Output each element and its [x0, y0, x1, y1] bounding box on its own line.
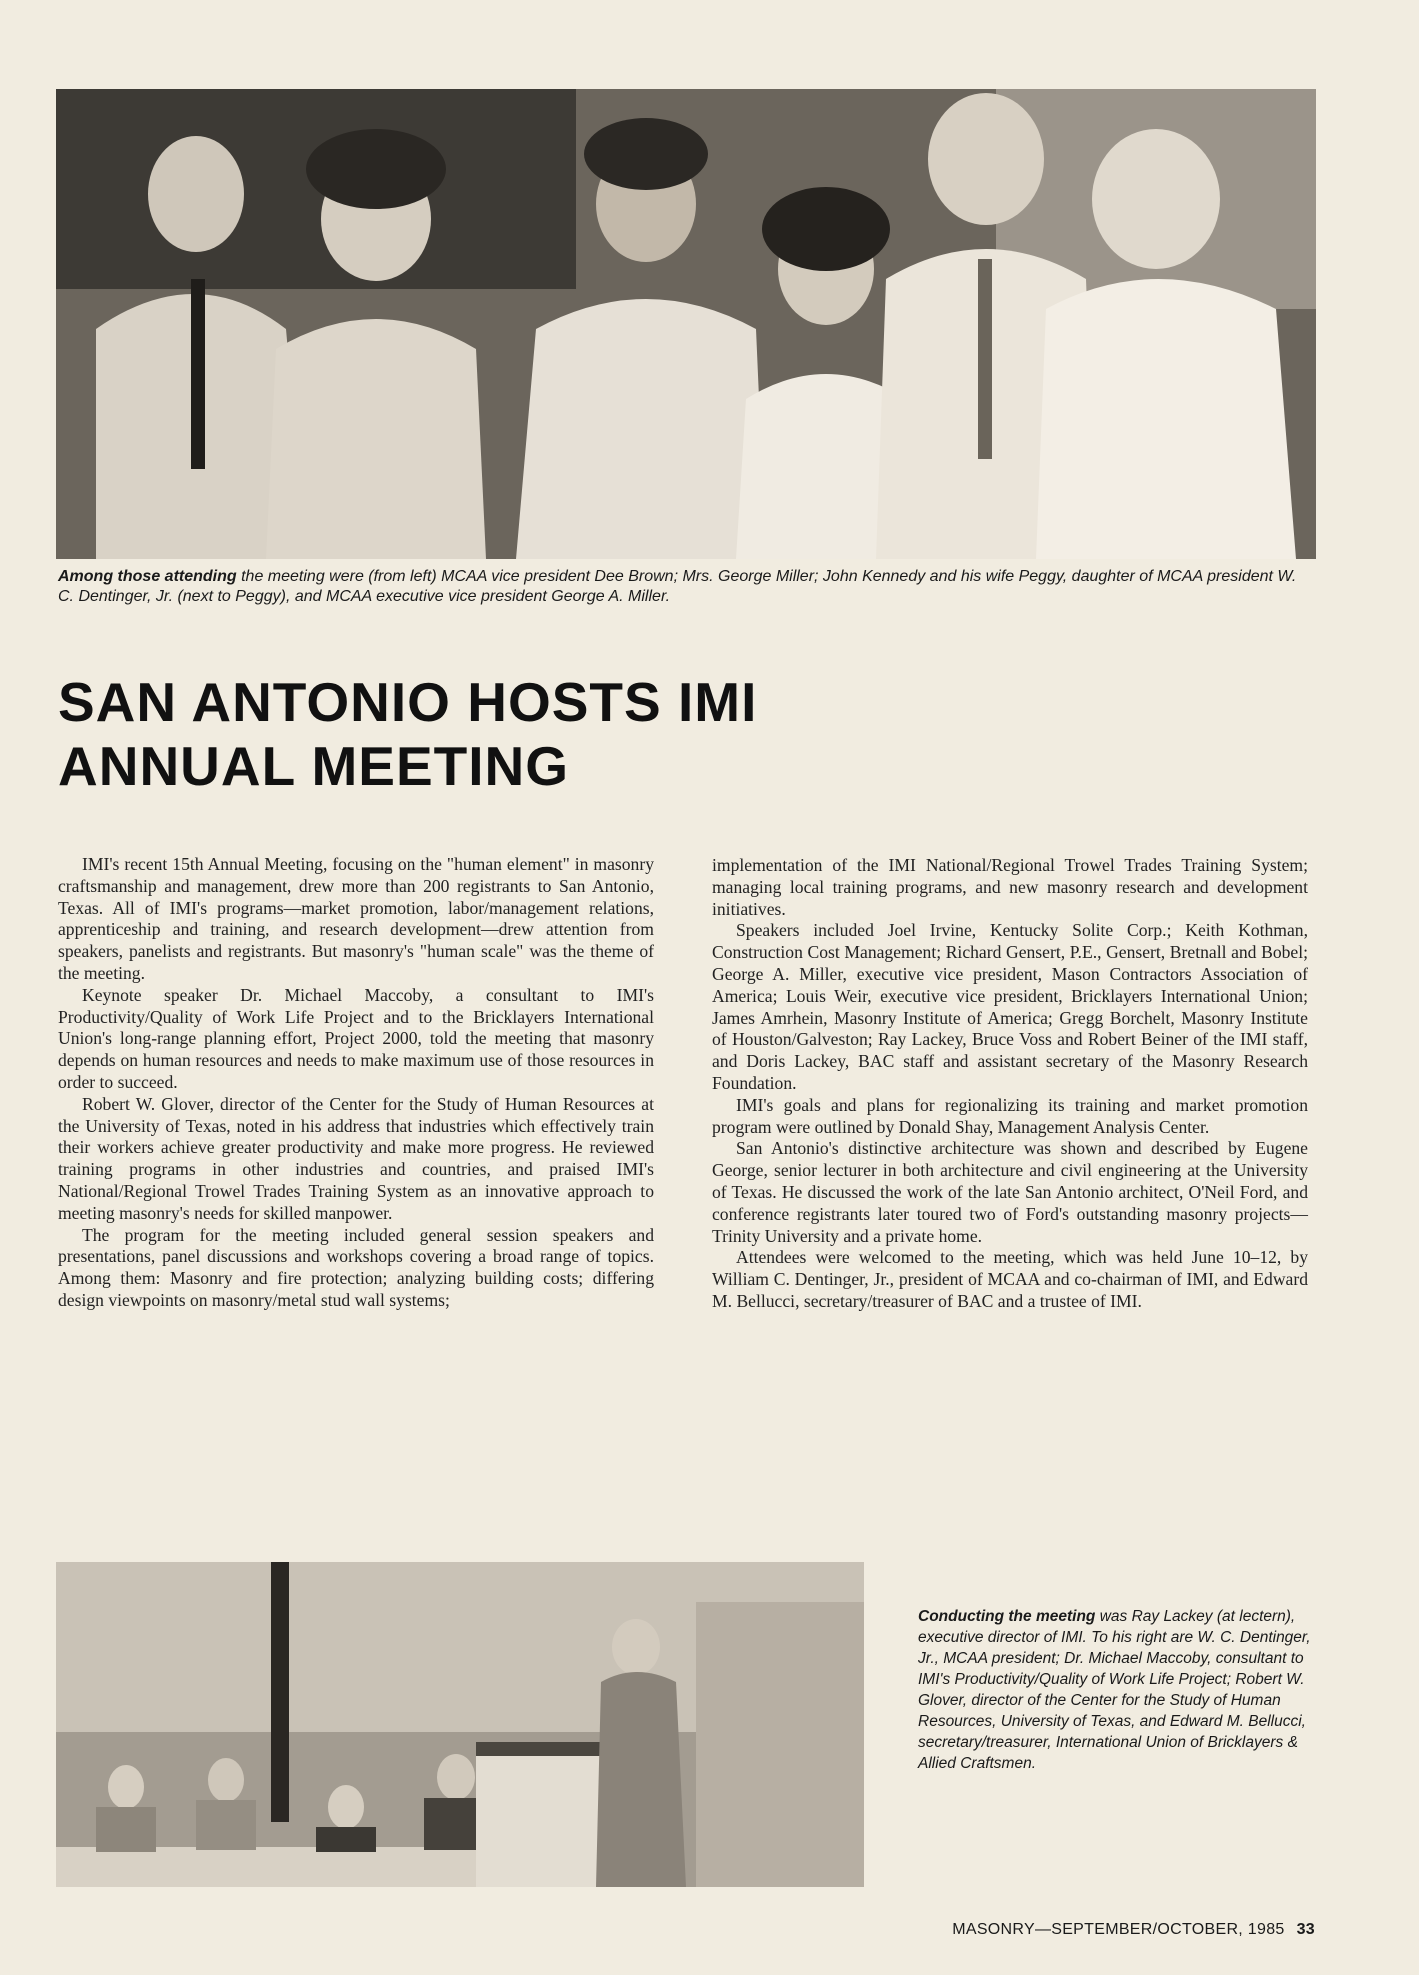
paragraph: Robert W. Glover, director of the Center for the Study of Human Resources at the University of Texas, noted in his address that industries which effectively train their workers achieve greater productivity and make more progress. He reviewed training programs in other industries and countries, and praised IMI's National/Regional Trowel Trades Training System as an innovative approach to meeting masonry's needs for skilled manpower. — [58, 1093, 654, 1223]
meeting-photo-figures — [56, 1562, 864, 1887]
publication-name: MASONRY—SEPTEMBER/OCTOBER, 1985 — [952, 1921, 1285, 1938]
headline-line-1: SAN ANTONIO HOSTS IMI — [58, 671, 758, 733]
paragraph-continued: implementation of the IMI National/Regional Trowel Trades Training System; managing local training programs, and new masonry research and development initiatives. — [712, 855, 1308, 919]
paragraph: Attendees were welcomed to the meeting, which was held June 10–12, by William C. Dentinger, Jr., president of MCAA and co-chairman of IMI, and Edward M. Bellucci, secretary/treasurer of BAC and a trustee of IMI. — [712, 1247, 1308, 1311]
bottom-caption-lead: Conducting the meeting — [918, 1608, 1096, 1625]
paragraph: IMI's goals and plans for regionalizing its training and market promotion program were outlined by Donald Shay, Management Analysis Center. — [712, 1094, 1308, 1137]
article-column-left — [58, 854, 654, 1312]
headline-line-2: ANNUAL MEETING — [58, 735, 570, 797]
article-headline — [58, 670, 1158, 798]
page-footer — [952, 1921, 1315, 1939]
paragraph: San Antonio's distinctive architecture was shown and described by Eugene George, senior lecturer in both architecture and civil engineering at the University of Texas. He discussed the work of the late San Antonio architect, O'Neil Ford, and conference registrants later toured two of Ford's outstanding masonry projects—Trinity University and a private home. — [712, 1138, 1308, 1246]
bottom-photo-caption — [918, 1606, 1313, 1774]
meeting-photo — [56, 1562, 864, 1887]
group-photo — [56, 89, 1316, 559]
paragraph: Speakers included Joel Irvine, Kentucky Solite Corp.; Keith Kothman, Construction Cost Management; Richard Gensert, P.E., Gensert, Bretnall and Bobel; George A. Miller, executive vice president, Mason Contractors Association of America; Louis Weir, executive vice president, Bricklayers International Union; James Amrhein, Masonry Institute of America; Gregg Borchelt, Masonry Institute of Houston/Galveston; Ray Lackey, Bruce Voss and Robert Beiner of the IMI staff, and Doris Lackey, BAC staff and assistant secretary of the Masonry Research Foundation. — [712, 920, 1308, 1093]
top-caption-text: the meeting were (from left) MCAA vice president Dee Brown; Mrs. George Miller; John Kennedy and his wife Peggy, daughter of MCAA president W. C. Dentinger, Jr. (next to Peggy), and MCAA executive vice president George A. Miller. — [58, 568, 1297, 605]
top-caption-lead: Among those attending — [58, 568, 237, 585]
paragraph: Keynote speaker Dr. Michael Maccoby, a consultant to IMI's Productivity/Quality of Work Life Project and to the Bricklayers International Union's long-range planning effort, Project 2000, told the meeting that masonry depends on human resources and needs to make maximum use of those resources in order to succeed. — [58, 984, 654, 1092]
paragraph: The program for the meeting included general session speakers and presentations, panel discussions and workshops covering a broad range of topics. Among them: Masonry and fire protection; analyzing building costs; differing design viewpoints on masonry/metal stud wall systems; — [58, 1224, 654, 1310]
bottom-caption-text: was Ray Lackey (at lectern), executive director of IMI. To his right are W. C. Dentinger, Jr., MCAA president; Dr. Michael Maccoby, consultant to IMI's Productivity/Quality of Work Life Project; Robert W. Glover, director of the Center for the Study of Human Resources, University of Texas, and Edward M. Bellucci, secretary/treasurer, International Union of Bricklayers & Allied Craftsmen. — [918, 1608, 1311, 1772]
page-number: 33 — [1296, 1921, 1315, 1938]
top-photo-caption — [58, 567, 1316, 607]
paragraph: IMI's recent 15th Annual Meeting, focusing on the "human element" in masonry craftsmanship and management, drew more than 200 registrants to San Antonio, Texas. All of IMI's programs—market promotion, labor/management relations, apprenticeship and training, and research development—drew attention from speakers, panelists and registrants. But masonry's "human scale" was the theme of the meeting. — [58, 854, 654, 983]
group-photo-figures — [56, 89, 1316, 559]
article-column-right — [712, 855, 1308, 1313]
